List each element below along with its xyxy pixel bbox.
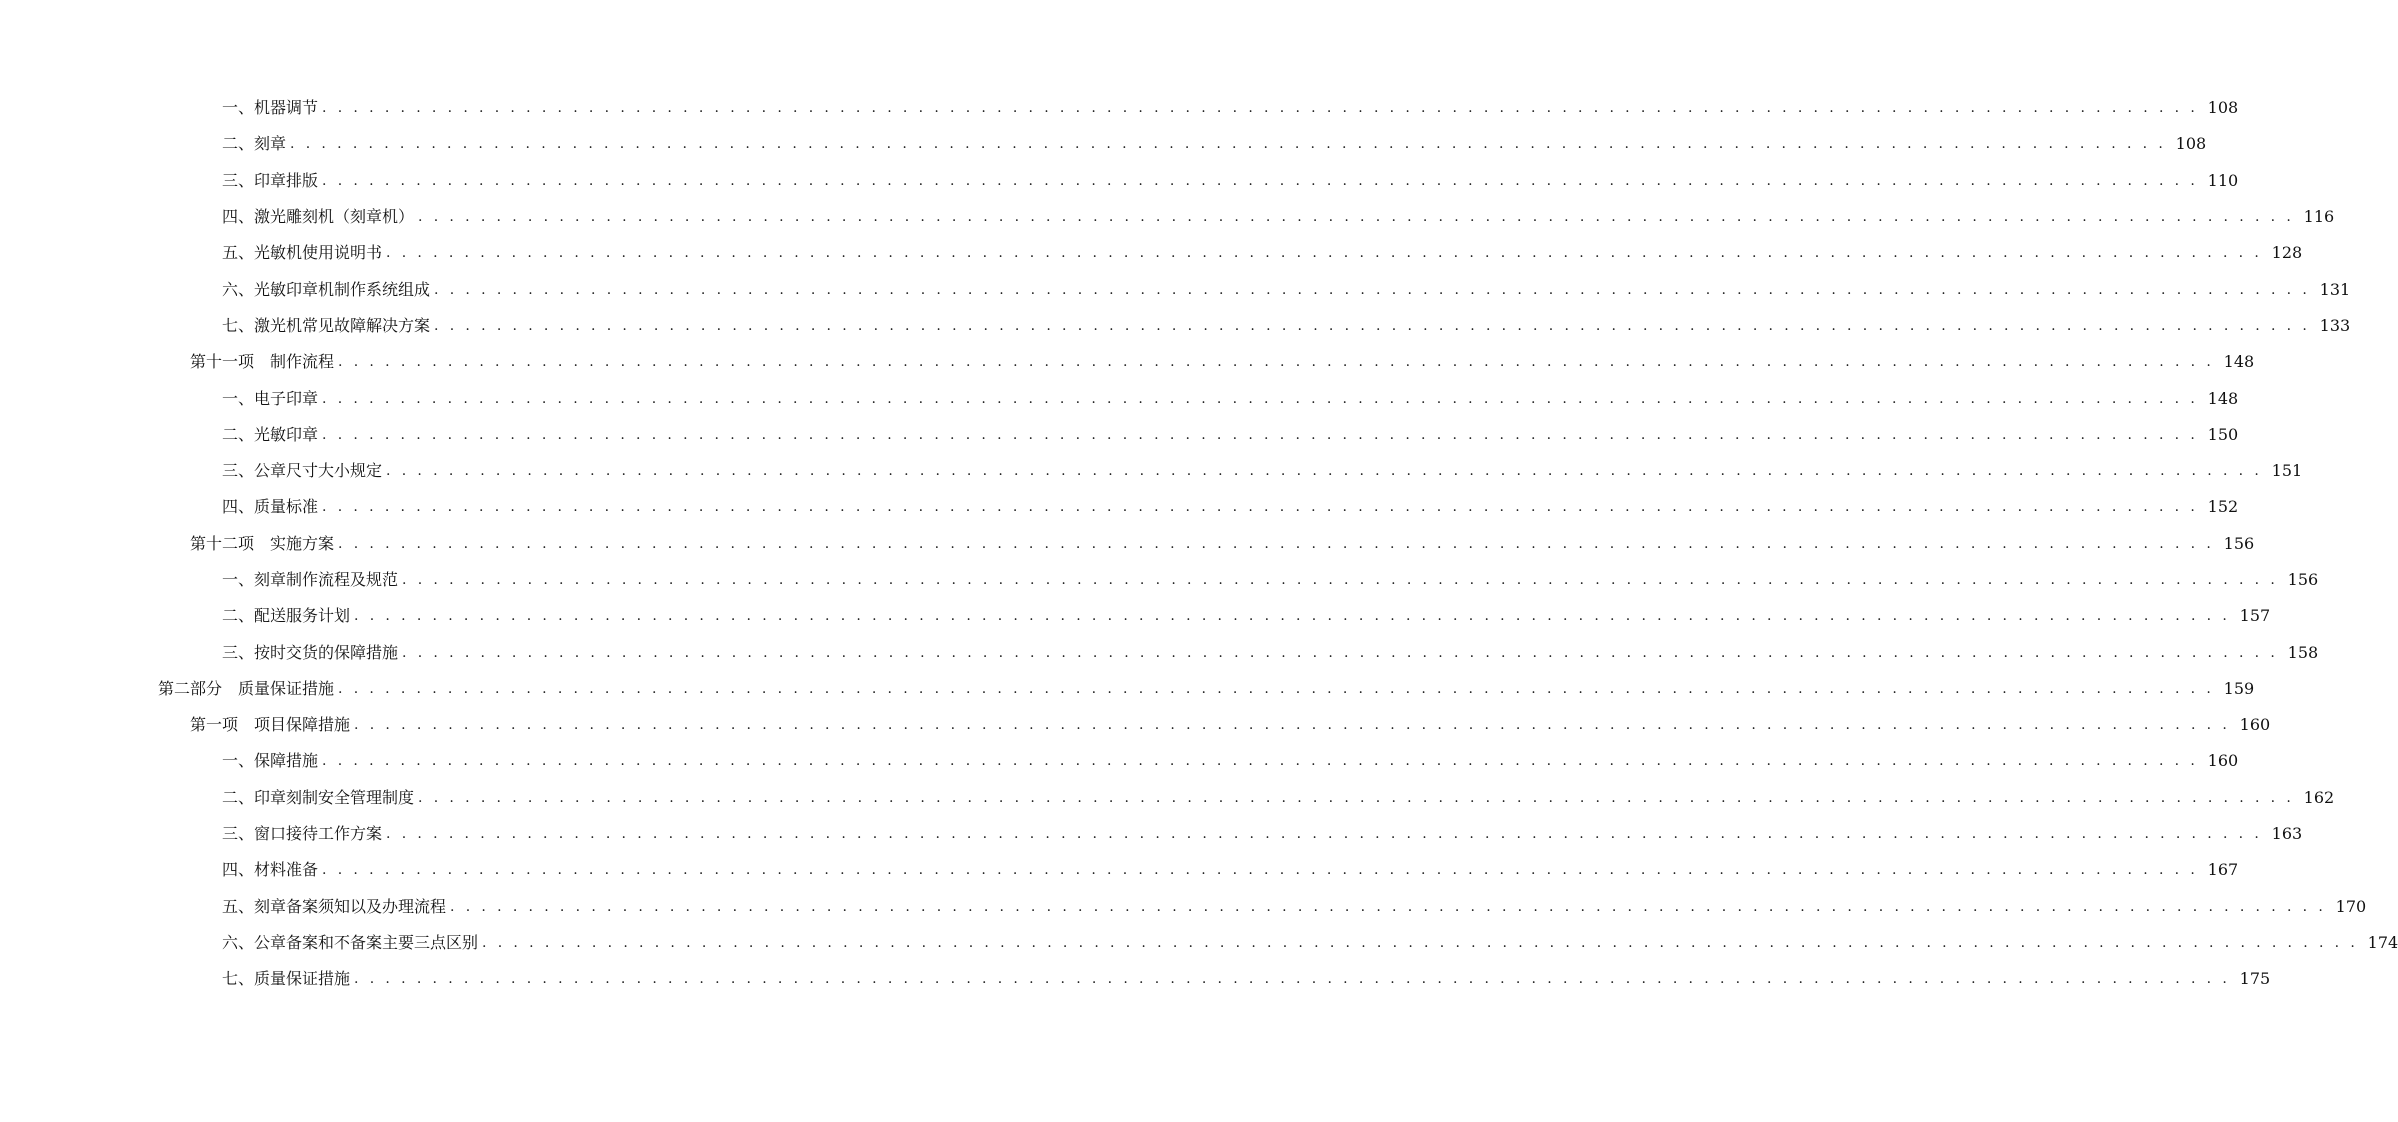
toc-entry-page-number: 110 [2198, 171, 2238, 191]
toc-entry-page-number: 128 [2262, 243, 2302, 263]
toc-entry-page-number: 156 [2278, 570, 2318, 590]
toc-entry-title: 二、配送服务计划 [222, 606, 354, 626]
dot-leader: . . . . . . . . . . . . . . . . . . . . . . . . . . . . . . . . . . . . . . . . . . . . . . . . . . . . . . . . . . . . . . . . . . . . . . . . . . . . . . . . . . . . . . . . . . . . . . . . . . . . . . . . . . . . . . . . . . . . . . . . [338, 354, 2215, 371]
toc-entry-title: 三、公章尺寸大小规定 [222, 461, 386, 481]
toc-entry-page-number: 162 [2294, 788, 2334, 808]
toc-entry[interactable] [0, 90, 2239, 126]
table-of-contents [0, 90, 2398, 997]
toc-entry-title: 七、质量保证措施 [222, 969, 354, 989]
dot-leader: . . . . . . . . . . . . . . . . . . . . . . . . . . . . . . . . . . . . . . . . . . . . . . . . . . . . . . . . . . . . . . . . . . . . . . . . . . . . . . . . . . . . . . . . . . . . . . . . . . . . . . . . . . . . . . . . . . . . . . . . [322, 862, 2199, 879]
toc-entry-page-number: 151 [2262, 461, 2302, 481]
toc-entry-title: 六、公章备案和不备案主要三点区别 [222, 933, 482, 953]
toc-entry[interactable] [0, 961, 2271, 997]
toc-entry-title: 四、激光雕刻机（刻章机） [222, 207, 418, 227]
toc-entry[interactable] [0, 634, 2319, 670]
dot-leader: . . . . . . . . . . . . . . . . . . . . . . . . . . . . . . . . . . . . . . . . . . . . . . . . . . . . . . . . . . . . . . . . . . . . . . . . . . . . . . . . . . . . . . . . . . . . . . . . . . . . . . . . . . . . . . . . . . . . . . . . [338, 680, 2215, 697]
dot-leader: . . . . . . . . . . . . . . . . . . . . . . . . . . . . . . . . . . . . . . . . . . . . . . . . . . . . . . . . . . . . . . . . . . . . . . . . . . . . . . . . . . . . . . . . . . . . . . . . . . . . . . . . . . . . . . . . . . . . . . . . [322, 499, 2199, 516]
toc-entry-title: 三、按时交货的保障措施 [222, 643, 402, 663]
toc-entry-title: 四、材料准备 [222, 860, 322, 880]
toc-entry[interactable] [0, 417, 2239, 453]
toc-entry[interactable] [0, 453, 2303, 489]
toc-entry[interactable] [0, 852, 2239, 888]
toc-entry-title: 第二部分 质量保证措施 [158, 679, 338, 699]
toc-entry-title: 第十一项 制作流程 [190, 352, 338, 372]
toc-entry-title: 七、激光机常见故障解决方案 [222, 316, 434, 336]
toc-entry-page-number: 175 [2230, 969, 2270, 989]
toc-entry-title: 五、光敏机使用说明书 [222, 243, 386, 263]
toc-entry-title: 三、印章排版 [222, 171, 322, 191]
toc-entry-title: 五、刻章备案须知以及办理流程 [222, 897, 450, 917]
toc-entry-page-number: 159 [2214, 679, 2254, 699]
toc-entry[interactable] [0, 598, 2271, 634]
dot-leader: . . . . . . . . . . . . . . . . . . . . . . . . . . . . . . . . . . . . . . . . . . . . . . . . . . . . . . . . . . . . . . . . . . . . . . . . . . . . . . . . . . . . . . . . . . . . . . . . . . . . . . . . . . . . . . . . . . . . . . . . [386, 826, 2263, 843]
dot-leader: . . . . . . . . . . . . . . . . . . . . . . . . . . . . . . . . . . . . . . . . . . . . . . . . . . . . . . . . . . . . . . . . . . . . . . . . . . . . . . . . . . . . . . . . . . . . . . . . . . . . . . . . . . . . . . . . . . . . . . . . [402, 572, 2279, 588]
toc-entry[interactable] [0, 743, 2239, 779]
dot-leader: . . . . . . . . . . . . . . . . . . . . . . . . . . . . . . . . . . . . . . . . . . . . . . . . . . . . . . . . . . . . . . . . . . . . . . . . . . . . . . . . . . . . . . . . . . . . . . . . . . . . . . . . . . . . . . . . . . . . . . . . [322, 172, 2199, 189]
toc-entry[interactable] [0, 271, 2351, 307]
dot-leader: . . . . . . . . . . . . . . . . . . . . . . . . . . . . . . . . . . . . . . . . . . . . . . . . . . . . . . . . . . . . . . . . . . . . . . . . . . . . . . . . . . . . . . . . . . . . . . . . . . . . . . . . . . . . . . . . . . . . . . . . [402, 644, 2279, 661]
dot-leader: . . . . . . . . . . . . . . . . . . . . . . . . . . . . . . . . . . . . . . . . . . . . . . . . . . . . . . . . . . . . . . . . . . . . . . . . . . . . . . . . . . . . . . . . . . . . . . . . . . . . . . . . . . . . . . . . . . . . . . . . [434, 317, 2311, 334]
toc-entry[interactable] [0, 163, 2239, 199]
toc-entry-page-number: 174 [2358, 933, 2398, 953]
toc-entry[interactable] [0, 889, 2367, 925]
dot-leader: . . . . . . . . . . . . . . . . . . . . . . . . . . . . . . . . . . . . . . . . . . . . . . . . . . . . . . . . . . . . . . . . . . . . . . . . . . . . . . . . . . . . . . . . . . . . . . . . . . . . . . . . . . . . . . . . . . . . . . . . [290, 136, 2167, 153]
toc-entry[interactable] [0, 380, 2239, 416]
toc-entry[interactable] [0, 235, 2303, 271]
toc-entry[interactable] [0, 562, 2319, 598]
dot-leader: . . . . . . . . . . . . . . . . . . . . . . . . . . . . . . . . . . . . . . . . . . . . . . . . . . . . . . . . . . . . . . . . . . . . . . . . . . . . . . . . . . . . . . . . . . . . . . . . . . . . . . . . . . . . . . . . . . . . . . . . [386, 245, 2263, 262]
toc-entry[interactable] [0, 671, 2255, 707]
dot-leader: . . . . . . . . . . . . . . . . . . . . . . . . . . . . . . . . . . . . . . . . . . . . . . . . . . . . . . . . . . . . . . . . . . . . . . . . . . . . . . . . . . . . . . . . . . . . . . . . . . . . . . . . . . . . . . . . . . . . . . . . [418, 789, 2295, 806]
toc-entry[interactable] [0, 126, 2207, 162]
toc-entry-page-number: 150 [2198, 425, 2238, 445]
toc-entry[interactable] [0, 526, 2255, 562]
toc-entry[interactable] [0, 707, 2271, 743]
dot-leader: . . . . . . . . . . . . . . . . . . . . . . . . . . . . . . . . . . . . . . . . . . . . . . . . . . . . . . . . . . . . . . . . . . . . . . . . . . . . . . . . . . . . . . . . . . . . . . . . . . . . . . . . . . . . . . . . . . . . . . . . [338, 535, 2215, 552]
toc-entry-title: 二、光敏印章 [222, 425, 322, 445]
dot-leader: . . . . . . . . . . . . . . . . . . . . . . . . . . . . . . . . . . . . . . . . . . . . . . . . . . . . . . . . . . . . . . . . . . . . . . . . . . . . . . . . . . . . . . . . . . . . . . . . . . . . . . . . . . . . . . . . . . . . . . . . [418, 209, 2295, 226]
toc-entry-page-number: 131 [2310, 280, 2350, 300]
toc-entry-title: 一、刻章制作流程及规范 [222, 570, 402, 590]
toc-entry-title: 三、窗口接待工作方案 [222, 824, 386, 844]
toc-entry[interactable] [0, 344, 2255, 380]
toc-entry-page-number: 160 [2198, 751, 2238, 771]
dot-leader: . . . . . . . . . . . . . . . . . . . . . . . . . . . . . . . . . . . . . . . . . . . . . . . . . . . . . . . . . . . . . . . . . . . . . . . . . . . . . . . . . . . . . . . . . . . . . . . . . . . . . . . . . . . . . . . . . . . . . . . . [482, 934, 2359, 951]
toc-entry[interactable] [0, 780, 2335, 816]
dot-leader: . . . . . . . . . . . . . . . . . . . . . . . . . . . . . . . . . . . . . . . . . . . . . . . . . . . . . . . . . . . . . . . . . . . . . . . . . . . . . . . . . . . . . . . . . . . . . . . . . . . . . . . . . . . . . . . . . . . . . . . . [322, 390, 2199, 407]
toc-entry-title: 一、机器调节 [222, 98, 322, 118]
dot-leader: . . . . . . . . . . . . . . . . . . . . . . . . . . . . . . . . . . . . . . . . . . . . . . . . . . . . . . . . . . . . . . . . . . . . . . . . . . . . . . . . . . . . . . . . . . . . . . . . . . . . . . . . . . . . . . . . . . . . . . . . [354, 717, 2231, 734]
toc-entry[interactable] [0, 925, 2398, 961]
toc-entry-page-number: 133 [2310, 316, 2350, 336]
dot-leader: . . . . . . . . . . . . . . . . . . . . . . . . . . . . . . . . . . . . . . . . . . . . . . . . . . . . . . . . . . . . . . . . . . . . . . . . . . . . . . . . . . . . . . . . . . . . . . . . . . . . . . . . . . . . . . . . . . . . . . . . [354, 971, 2231, 988]
toc-entry-page-number: 108 [2166, 134, 2206, 154]
toc-entry[interactable] [0, 489, 2239, 525]
toc-entry-page-number: 157 [2230, 606, 2270, 626]
toc-entry-page-number: 160 [2230, 715, 2270, 735]
toc-entry-title: 四、质量标准 [222, 497, 322, 517]
toc-entry[interactable] [0, 308, 2351, 344]
toc-entry-page-number: 156 [2214, 534, 2254, 554]
dot-leader: . . . . . . . . . . . . . . . . . . . . . . . . . . . . . . . . . . . . . . . . . . . . . . . . . . . . . . . . . . . . . . . . . . . . . . . . . . . . . . . . . . . . . . . . . . . . . . . . . . . . . . . . . . . . . . . . . . . . . . . . [322, 753, 2199, 770]
dot-leader: . . . . . . . . . . . . . . . . . . . . . . . . . . . . . . . . . . . . . . . . . . . . . . . . . . . . . . . . . . . . . . . . . . . . . . . . . . . . . . . . . . . . . . . . . . . . . . . . . . . . . . . . . . . . . . . . . . . . . . . . [450, 898, 2327, 915]
toc-entry-page-number: 148 [2214, 352, 2254, 372]
toc-entry-title: 二、刻章 [222, 134, 290, 154]
dot-leader: . . . . . . . . . . . . . . . . . . . . . . . . . . . . . . . . . . . . . . . . . . . . . . . . . . . . . . . . . . . . . . . . . . . . . . . . . . . . . . . . . . . . . . . . . . . . . . . . . . . . . . . . . . . . . . . . . . . . . . . . [322, 100, 2199, 117]
toc-entry-page-number: 116 [2294, 207, 2334, 227]
toc-entry-page-number: 163 [2262, 824, 2302, 844]
dot-leader: . . . . . . . . . . . . . . . . . . . . . . . . . . . . . . . . . . . . . . . . . . . . . . . . . . . . . . . . . . . . . . . . . . . . . . . . . . . . . . . . . . . . . . . . . . . . . . . . . . . . . . . . . . . . . . . . . . . . . . . . [322, 426, 2199, 443]
dot-leader: . . . . . . . . . . . . . . . . . . . . . . . . . . . . . . . . . . . . . . . . . . . . . . . . . . . . . . . . . . . . . . . . . . . . . . . . . . . . . . . . . . . . . . . . . . . . . . . . . . . . . . . . . . . . . . . . . . . . . . . . [434, 281, 2311, 298]
toc-entry-title: 第十二项 实施方案 [190, 534, 338, 554]
toc-entry-title: 二、印章刻制安全管理制度 [222, 788, 418, 808]
toc-entry-page-number: 152 [2198, 497, 2238, 517]
toc-entry-page-number: 158 [2278, 643, 2318, 663]
toc-entry[interactable] [0, 816, 2303, 852]
toc-entry-page-number: 108 [2198, 98, 2238, 118]
toc-entry-page-number: 148 [2198, 389, 2238, 409]
dot-leader: . . . . . . . . . . . . . . . . . . . . . . . . . . . . . . . . . . . . . . . . . . . . . . . . . . . . . . . . . . . . . . . . . . . . . . . . . . . . . . . . . . . . . . . . . . . . . . . . . . . . . . . . . . . . . . . . . . . . . . . . [354, 608, 2231, 625]
toc-entry-title: 一、保障措施 [222, 751, 322, 771]
dot-leader: . . . . . . . . . . . . . . . . . . . . . . . . . . . . . . . . . . . . . . . . . . . . . . . . . . . . . . . . . . . . . . . . . . . . . . . . . . . . . . . . . . . . . . . . . . . . . . . . . . . . . . . . . . . . . . . . . . . . . . . . [386, 463, 2263, 480]
toc-entry-page-number: 167 [2198, 860, 2238, 880]
toc-entry-title: 第一项 项目保障措施 [190, 715, 354, 735]
toc-entry-title: 一、电子印章 [222, 389, 322, 409]
toc-entry[interactable] [0, 199, 2335, 235]
toc-entry-title: 六、光敏印章机制作系统组成 [222, 280, 434, 300]
toc-entry-page-number: 170 [2326, 897, 2366, 917]
